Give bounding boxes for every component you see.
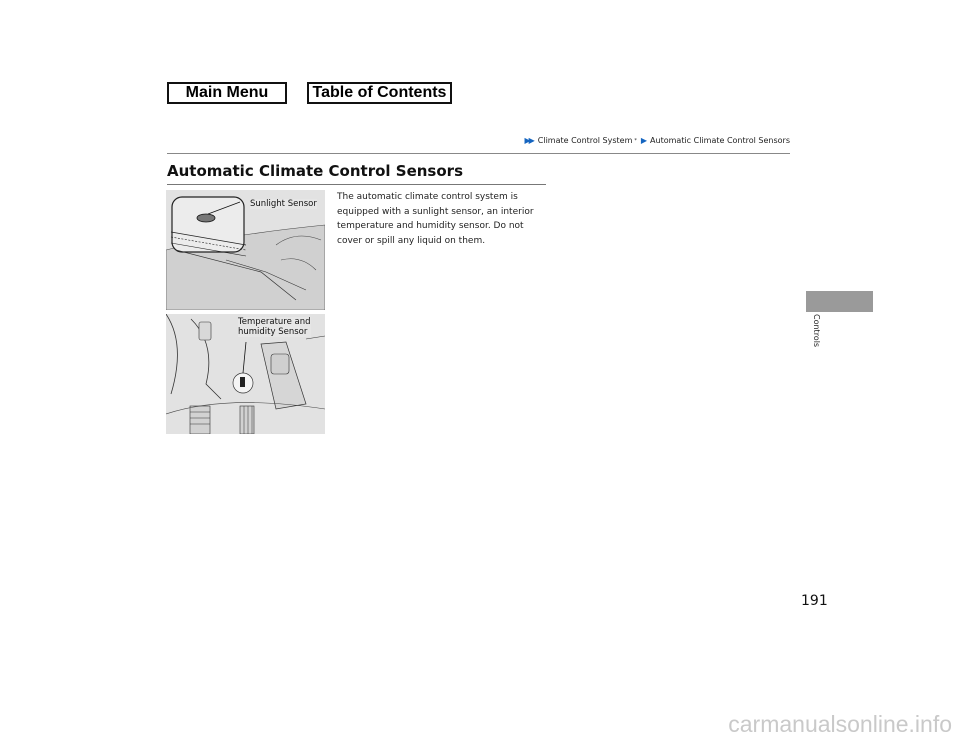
breadcrumb-arrow-icon: ▶▶ — [524, 136, 533, 145]
side-tab-label: Controls — [812, 314, 821, 348]
title-rule — [167, 184, 546, 185]
page-number: 191 — [801, 593, 828, 609]
controls-side-tab[interactable] — [806, 291, 873, 312]
breadcrumb-current: Automatic Climate Control Sensors — [650, 136, 790, 145]
watermark: carmanualsonline.info — [728, 711, 952, 737]
page-title: Automatic Climate Control Sensors — [167, 162, 463, 180]
table-of-contents-button[interactable]: Table of Contents — [307, 82, 452, 104]
main-menu-button[interactable]: Main Menu — [167, 82, 287, 104]
temperature-label-line1: Temperature and — [238, 317, 311, 327]
temperature-sensor-label — [238, 317, 311, 337]
temperature-sensor-figure — [166, 314, 325, 434]
breadcrumb-arrow-icon: ▶ — [640, 136, 646, 145]
header-rule — [167, 153, 790, 154]
breadcrumb-marker: * — [634, 137, 637, 144]
temperature-label-line2: humidity Sensor — [238, 327, 308, 337]
breadcrumb — [524, 136, 790, 145]
body-paragraph: The automatic climate control system is equipped with a sunlight sensor, an interior temperature and humidity sensor. Do not cover or spill any liquid on them. — [337, 192, 534, 246]
sunlight-sensor-figure — [166, 190, 325, 310]
breadcrumb-section[interactable]: Climate Control System — [537, 136, 633, 145]
sunlight-sensor-label: Sunlight Sensor — [250, 199, 317, 209]
